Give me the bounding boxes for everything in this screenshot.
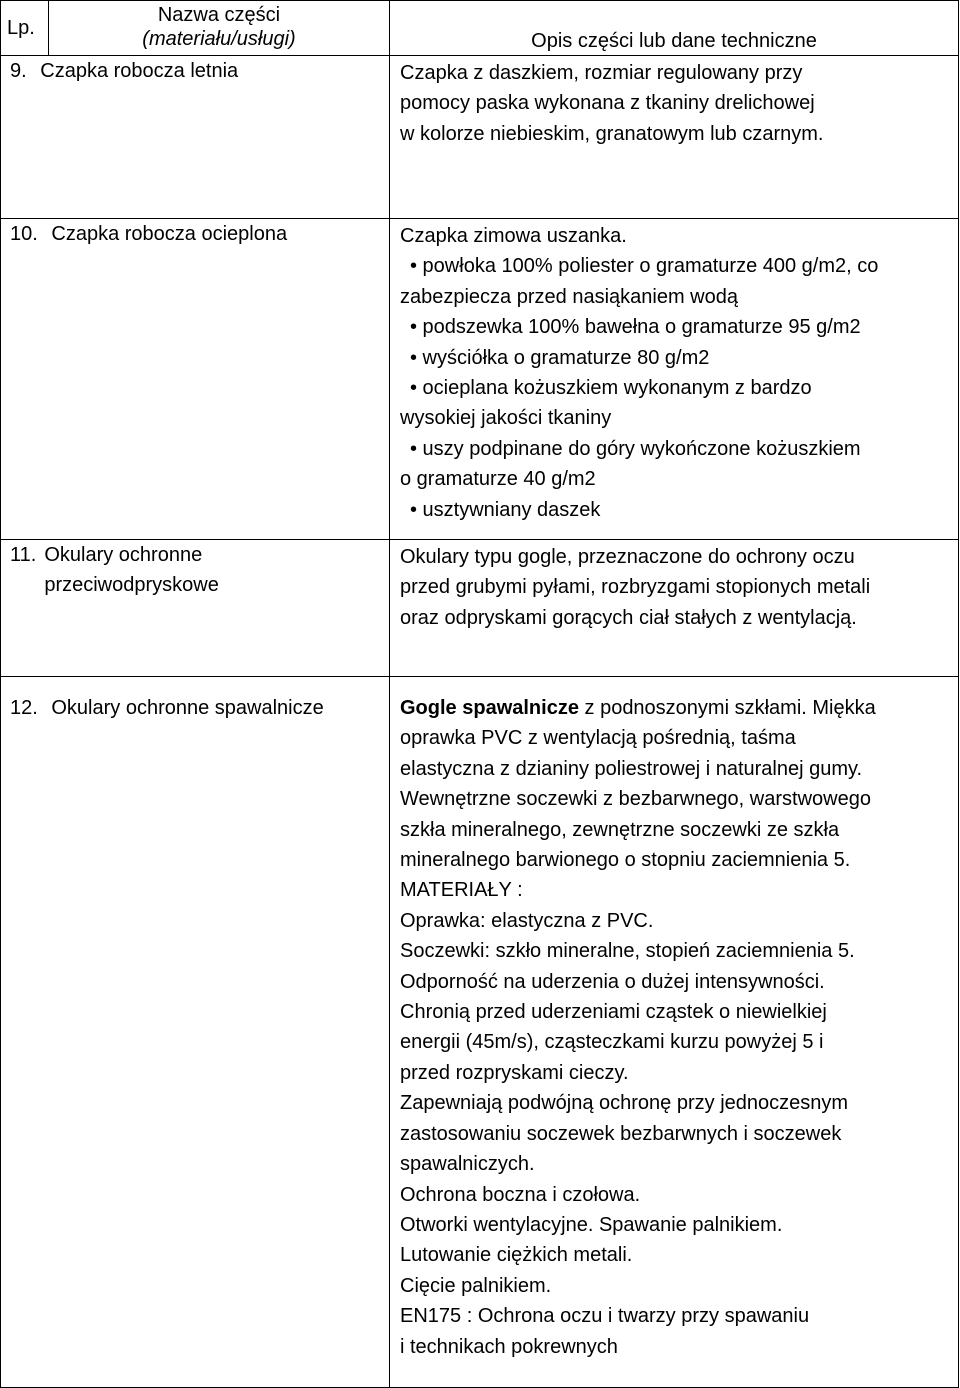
header-description: Opis części lub dane techniczne xyxy=(390,1,959,56)
header-part-name-line2: (materiału/usługi) xyxy=(142,28,296,50)
row-description xyxy=(390,540,959,677)
desc-bullet-line: • wyściółka o gramaturze 80 g/m2 xyxy=(410,346,710,369)
desc-line: oprawka PVC z wentylacją pośrednią, taśma xyxy=(400,727,796,750)
desc-line: Czapka zimowa uszanka. xyxy=(400,225,627,247)
row-number: 10. xyxy=(10,223,38,245)
row-name-line: przeciwodpryskowe xyxy=(44,574,219,597)
desc-line: Czapka z daszkiem, rozmiar regulowany przy xyxy=(400,62,803,84)
table-row xyxy=(1,540,959,677)
desc-line: spawalniczych. xyxy=(400,1153,535,1176)
desc-line: i technikach pokrewnych xyxy=(400,1335,618,1358)
desc-bold-term: Gogle spawalnicze xyxy=(400,697,579,719)
desc-line: EN175 : Ochrona oczu i twarzy przy spawaniu xyxy=(400,1305,810,1328)
desc-bullet-line: • powłoka 100% poliester o gramaturze 400 g/m2, co xyxy=(410,255,879,278)
desc-bullet-line: • podszewka 100% bawełna o gramaturze 95 g/m2 xyxy=(410,316,861,339)
desc-line: przed rozpryskami cieczy. xyxy=(400,1061,629,1084)
desc-line: Ochrona boczna i czołowa. xyxy=(400,1183,641,1206)
desc-line: Chronią przed uderzeniami cząstek o niewielkiej xyxy=(400,1001,827,1024)
desc-bullet-line: • uszy podpinane do góry wykończone kożuszkiem xyxy=(410,437,861,460)
desc-line-rest: z podnoszonymi szkłami. Miękka xyxy=(578,697,876,719)
desc-line: w kolorze niebieskim, granatowym lub czarnym. xyxy=(400,122,824,145)
desc-line: zabezpiecza przed nasiąkaniem wodą xyxy=(400,285,738,308)
desc-line: Soczewki: szkło mineralne, stopień zaciemnienia 5. xyxy=(400,940,855,963)
desc-line xyxy=(400,693,958,723)
row-name: Okulary ochronne spawalnicze xyxy=(51,697,324,719)
row-description xyxy=(390,56,959,219)
row-number-and-name xyxy=(1,56,390,219)
desc-line: Oprawka: elastyczna z PVC. xyxy=(400,909,654,932)
desc-line: zastosowaniu soczewek bezbarwnych i soczewek xyxy=(400,1122,842,1145)
desc-line: Zapewniają podwójną ochronę przy jednoczesnym xyxy=(400,1092,849,1115)
header-part-name xyxy=(49,1,390,56)
desc-line: pomocy paska wykonana z tkaniny drelichowej xyxy=(400,92,815,115)
desc-line: Cięcie palnikiem. xyxy=(400,1274,552,1297)
desc-line: o gramaturze 40 g/m2 xyxy=(400,468,596,491)
desc-bullet-line: • ocieplana kożuszkiem wykonanym z bardzo xyxy=(410,377,812,400)
table-row xyxy=(1,677,959,1388)
row-number: 12. xyxy=(10,697,38,719)
desc-bullet-line: • usztywniany daszek xyxy=(410,498,601,521)
row-description xyxy=(390,677,959,1388)
row-description xyxy=(390,219,959,540)
desc-line: mineralnego barwionego o stopniu zaciemnienia 5. xyxy=(400,849,851,872)
desc-line: Lutowanie ciężkich metali. xyxy=(400,1244,633,1267)
desc-line: Okulary typu gogle, przeznaczone do ochrony oczu xyxy=(400,546,855,568)
table-row xyxy=(1,56,959,219)
desc-line: oraz odpryskami gorących ciał stałych z wentylacją. xyxy=(400,606,857,629)
row-number-and-name xyxy=(1,219,390,540)
desc-line: Odporność na uderzenia o dużej intensywności. xyxy=(400,970,825,993)
row-number-and-name xyxy=(1,540,390,677)
row-number-and-name xyxy=(1,677,390,1388)
desc-line: energii (45m/s), cząsteczkami kurzu powyżej 5 i xyxy=(400,1031,824,1054)
row-name: Czapka robocza letnia xyxy=(40,60,239,82)
desc-line: szkła mineralnego, zewnętrzne soczewki ze szkła xyxy=(400,818,840,841)
desc-line: przed grubymi pyłami, rozbryzgami stopionych metali xyxy=(400,576,871,599)
table-header-row xyxy=(1,1,959,56)
header-lp: Lp. xyxy=(1,1,49,56)
row-name: Czapka robocza ocieplona xyxy=(51,223,288,245)
desc-line: wysokiej jakości tkaniny xyxy=(400,407,612,430)
table-row xyxy=(1,219,959,540)
desc-line: elastyczna z dzianiny poliestrowej i naturalnej gumy. xyxy=(400,757,863,780)
row-name-line: Okulary ochronne xyxy=(44,544,203,566)
row-number: 9. xyxy=(10,60,27,82)
header-part-name-line1: Nazwa części xyxy=(157,4,281,26)
row-number: 11. xyxy=(10,544,37,566)
desc-line: MATERIAŁY : xyxy=(400,879,523,902)
row-name xyxy=(36,540,219,601)
desc-line: Wewnętrzne soczewki z bezbarwnego, warstwowego xyxy=(400,788,871,811)
desc-line: Otworki wentylacyjne. Spawanie palnikiem. xyxy=(400,1213,783,1236)
